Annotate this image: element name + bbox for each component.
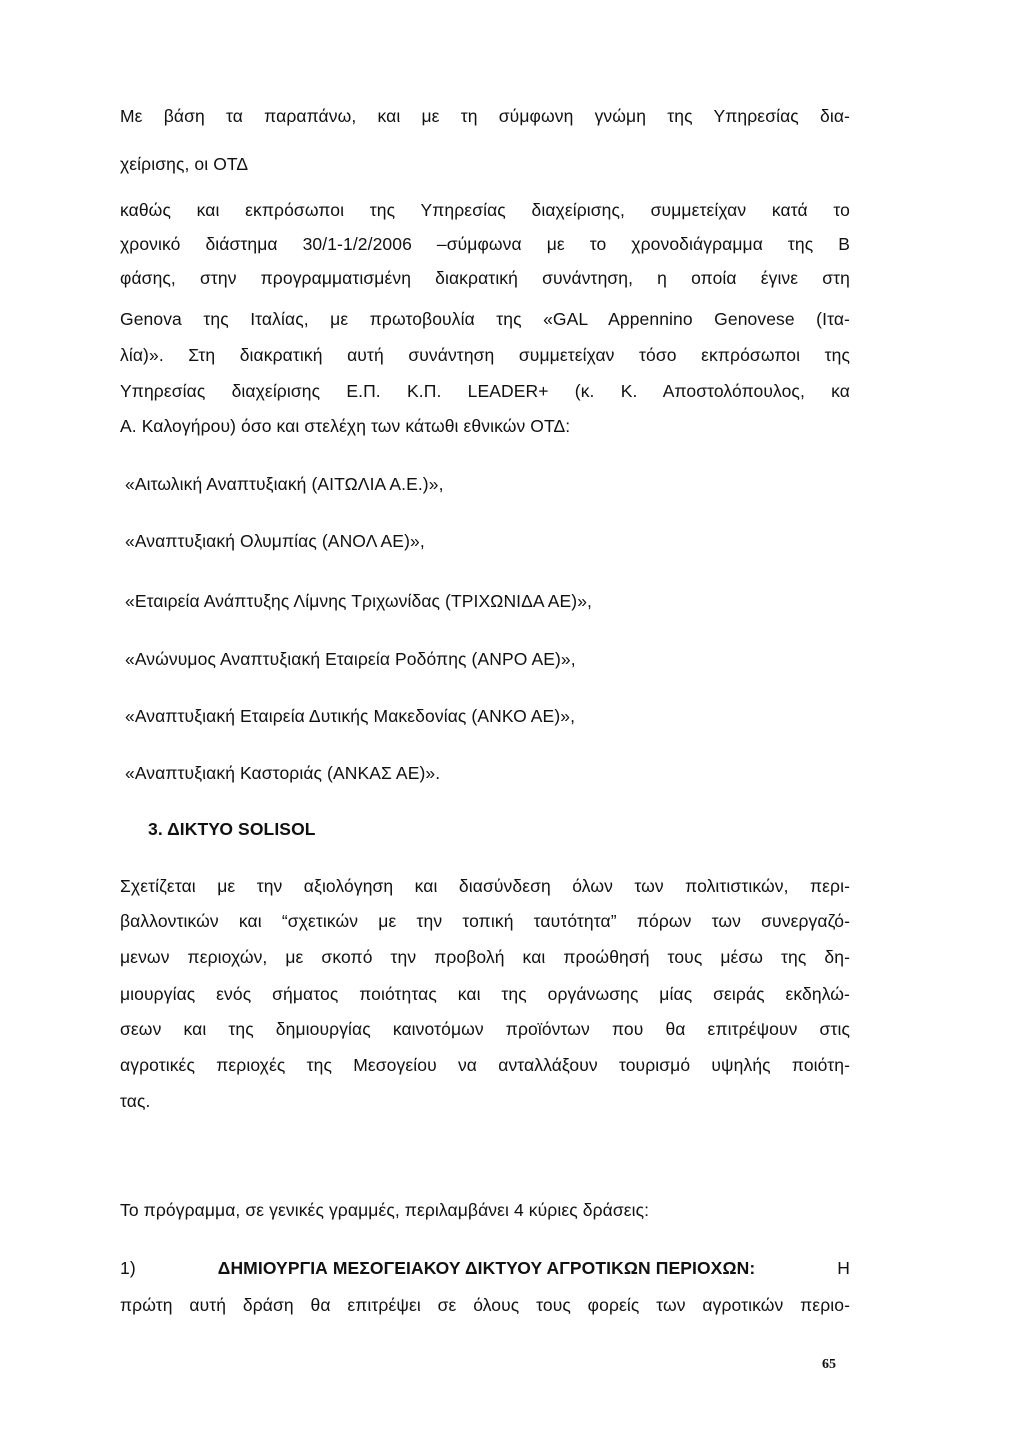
paragraph-line: Genova της Ιταλίας, με πρωτοβουλία της «GAL Appennino Genovese (Ιτα- (120, 309, 850, 329)
action-item (120, 1256, 850, 1280)
organization-item: «Αιτωλική Αναπτυξιακή (ΑΙΤΩΛΙΑ Α.Ε.)», (125, 474, 444, 494)
paragraph-line: αγροτικές περιοχές της Μεσογείου να ανταλλάξουν τουρισμό υψηλής ποιότη- (120, 1055, 850, 1075)
paragraph-line: χείρισης, οι ΟΤΔ (120, 154, 249, 174)
organization-item: «Αναπτυξιακή Ολυμπίας (ΑΝΟΛ ΑΕ)», (125, 531, 425, 551)
paragraph-line: λία)». Στη διακρατική αυτή συνάντηση συμμετείχαν τόσο εκπρόσωποι της (120, 345, 850, 365)
paragraph-line: Υπηρεσίας διαχείρισης Ε.Π. Κ.Π. LEADER+ (κ. Κ. Αποστολόπουλος, κα (120, 381, 850, 401)
paragraph-line: φάσης, στην προγραμματισμένη διακρατική συνάντηση, η οποία έγινε στη (120, 268, 850, 288)
page-number: 65 (822, 1357, 836, 1372)
paragraph-line: Α. Καλογήρου) όσο και στελέχη των κάτωθι εθνικών ΟΤΔ: (120, 416, 571, 436)
paragraph-line: μενων περιοχών, με σκοπό την προβολή και προώθησή τους μέσω της δη- (120, 947, 850, 967)
action-number: 1) (120, 1258, 136, 1278)
section-heading: 3. ΔΙΚΤΥΟ SOLISOL (148, 819, 316, 839)
action-title: ΔΗΜΙΟΥΡΓΙΑ ΜΕΣΟΓΕΙΑΚΟΥ ΔΙΚΤΥΟΥ ΑΓΡΟΤΙΚΩΝ ΠΕΡΙΟΧΩΝ: (217, 1258, 756, 1278)
paragraph-line: βαλλοντικών και “σχετικών με την τοπική ταυτότητα” πόρων των συνεργαζό- (120, 911, 850, 931)
paragraph-line: Με βάση τα παραπάνω, και με τη σύμφωνη γνώμη της Υπηρεσίας δια- (120, 106, 850, 126)
organization-item: «Ανώνυμος Αναπτυξιακή Εταιρεία Ροδόπης (ΑΝΡΟ ΑΕ)», (125, 649, 576, 669)
paragraph-line: Σχετίζεται με την αξιολόγηση και διασύνδεση όλων των πολιτιστικών, περι- (120, 876, 850, 896)
action-text-start: Η (837, 1258, 850, 1278)
paragraph-line: χρονικό διάστημα 30/1-1/2/2006 –σύμφωνα με το χρονοδιάγραμμα της Β (120, 234, 850, 254)
paragraph-line: σεων και της δημιουργίας καινοτόμων προϊόντων που θα επιτρέψουν στις (120, 1019, 850, 1039)
paragraph-line: καθώς και εκπρόσωποι της Υπηρεσίας διαχείρισης, συμμετείχαν κατά το (120, 200, 850, 220)
paragraph-line: Το πρόγραμμα, σε γενικές γραμμές, περιλαμβάνει 4 κύριες δράσεις: (120, 1200, 650, 1220)
organization-item: «Αναπτυξιακή Εταιρεία Δυτικής Μακεδονίας (ΑΝΚΟ ΑΕ)», (125, 706, 576, 726)
paragraph-line: μιουργίας ενός σήματος ποιότητας και της οργάνωσης μίας σειράς εκδηλώ- (120, 984, 850, 1004)
paragraph-line: πρώτη αυτή δράση θα επιτρέψει σε όλους τους φορείς των αγροτικών περιο- (120, 1295, 850, 1315)
paragraph-line: τας. (120, 1091, 151, 1111)
organization-item: «Αναπτυξιακή Καστοριάς (ΑΝΚΑΣ ΑΕ)». (125, 763, 441, 783)
organization-item: «Εταιρεία Ανάπτυξης Λίμνης Τριχωνίδας (ΤΡΙΧΩΝΙΔΑ ΑΕ)», (125, 591, 593, 611)
